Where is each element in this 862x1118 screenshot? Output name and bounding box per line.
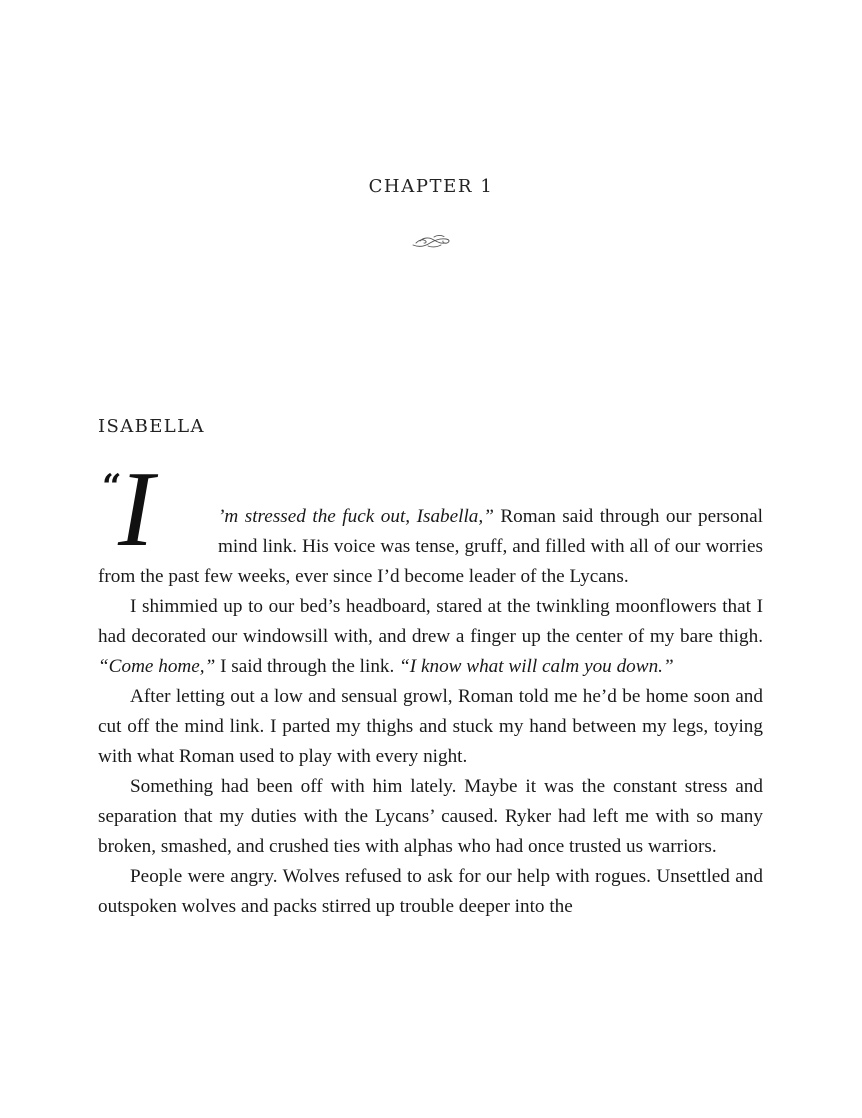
text-segment: Something had been off with him lately. Maybe it was the constant stress and separation that my duties with the Lycans’ caused. Ryker had left me with so many broken, smashed, and crushed ties with alphas who had once trusted us warriors.	[98, 776, 763, 857]
italic-text-segment: ’m stressed the fuck out, Isabella,”	[218, 506, 494, 527]
chapter-body	[98, 450, 763, 922]
paragraph	[98, 682, 763, 772]
paragraph	[98, 772, 763, 862]
text-segment: Roman said through our personal mind link. His voice was tense, gruff, and filled with all of our worries from the past few weeks, ever since I’d become leader of the Lycans.	[98, 506, 763, 587]
drop-cap-quote: “	[102, 467, 122, 507]
flourish-ornament-icon	[410, 231, 452, 251]
drop-cap-letter: I	[118, 450, 154, 569]
drop-cap	[98, 450, 218, 569]
text-segment: I said through the link.	[215, 656, 400, 677]
text-segment: I shimmied up to our bed’s headboard, stared at the twinkling moonflowers that I had decorated our windowsill with, and drew a finger up the center of my bare thigh.	[98, 596, 763, 647]
chapter-title: CHAPTER 1	[368, 176, 494, 197]
pov-heading: ISABELLA	[98, 416, 205, 437]
paragraph	[98, 592, 763, 682]
paragraph	[98, 862, 763, 922]
paragraph	[98, 450, 763, 592]
text-segment: After letting out a low and sensual growl, Roman told me he’d be home soon and cut off the mind link. I parted my thighs and stuck my hand between my legs, toying with what Roman used to play with every night.	[98, 686, 763, 767]
italic-text-segment: “Come home,”	[98, 656, 216, 677]
text-segment: People were angry. Wolves refused to ask for our help with rogues. Unsettled and outspoken wolves and packs stirred up trouble deeper into the	[98, 866, 763, 917]
italic-text-segment: “I know what will calm you down.”	[399, 656, 674, 677]
